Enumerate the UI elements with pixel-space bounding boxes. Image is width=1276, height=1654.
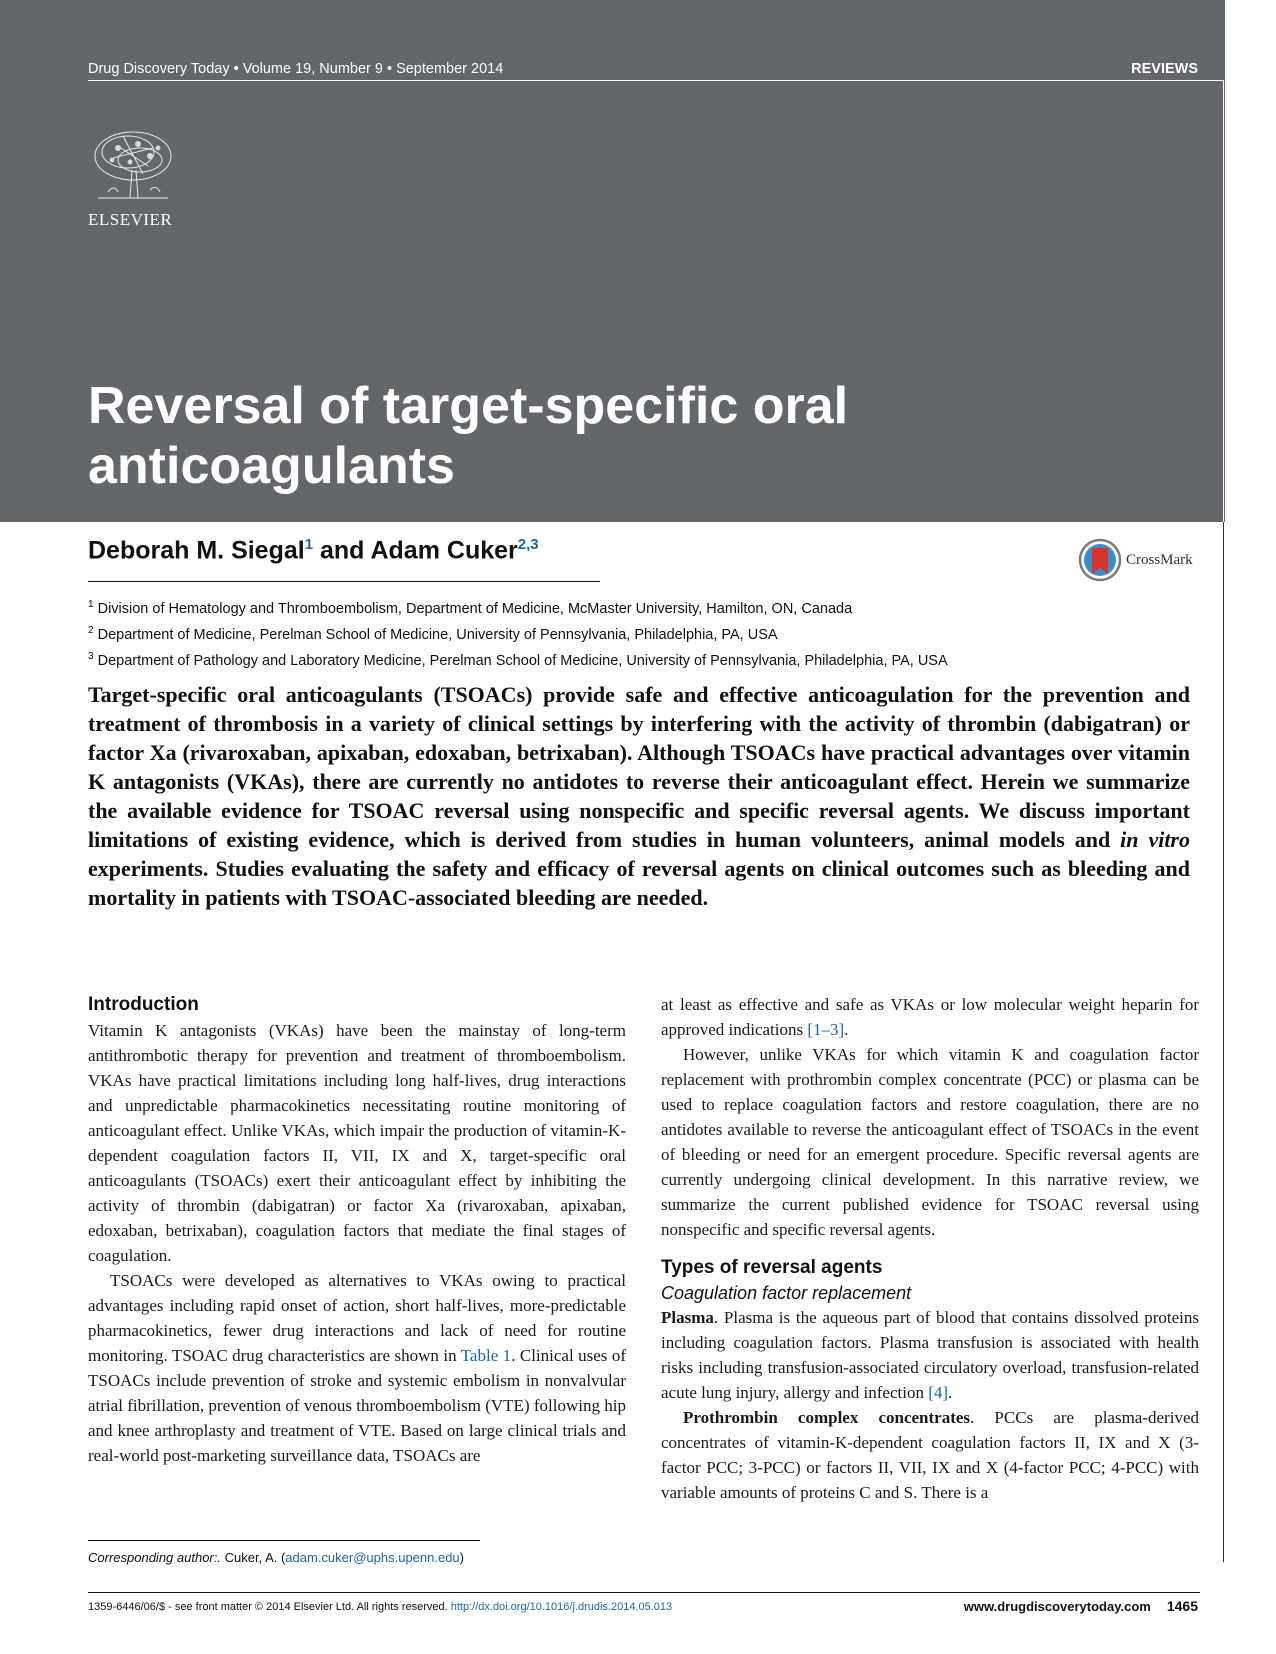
subheading-factor-replacement: Coagulation factor replacement [661, 1283, 912, 1303]
footnote-rule [88, 1540, 480, 1541]
right-paragraph-1 [661, 992, 1199, 1042]
affiliation-3 [88, 646, 948, 672]
crossmark-badge[interactable] [1078, 538, 1193, 582]
pcc-term: Prothrombin complex concentrates [683, 1408, 971, 1427]
elsevier-tree-logo [88, 126, 178, 208]
plasma-term: Plasma [661, 1308, 714, 1327]
reference-link-1-3[interactable]: [1–3] [807, 1020, 845, 1039]
section-heading-introduction: Introduction [88, 994, 199, 1015]
intro-p2-text-cont: . Clinical uses of TSOACs include prevention of stroke and systemic embolism in nonvalvular atrial fibrillation, prevention of venous thromboembolism (VTE) following hip and knee arthroplasty and treatment of VTE. Based on large clinical trials and real-world post-marketing surveillance data, TSOACs are [88, 1346, 627, 1465]
abstract-text-1: Target-specific oral anticoagulants (TSOACs) provide safe and effective anticoagulation for the prevention and treatment of thrombosis in a variety of clinical settings by interfering with the activity of thrombin (dabigatran) or factor Xa (rivaroxaban, apixaban, edoxaban, betrixaban). Although TSOACs have practical advantages over vitamin K antagonists (VKAs), there are currently no antidotes to reverse their anticoagulant effect. Herein we summarize the available evidence for TSOAC reversal using nonspecific and specific reversal agents. We discuss important limitations of existing evidence, which is derived from studies in human volunteers, animal models and [88, 682, 1190, 852]
affiliation-num: 2 [88, 624, 94, 636]
corresponding-close: ) [459, 1550, 465, 1565]
reference-link-4[interactable]: [4] [928, 1383, 949, 1402]
corresponding-author [88, 1550, 464, 1565]
logo-text: ELSEVIER [88, 210, 173, 229]
right-column [661, 992, 1199, 1505]
left-column [88, 992, 626, 1468]
footer-right [964, 1598, 1198, 1614]
author-and: and [313, 536, 371, 565]
journal-info: Drug Discovery Today • Volume 19, Number 9 • September 2014 [88, 61, 504, 77]
section-heading-reversal-agents: Types of reversal agents [661, 1257, 883, 1278]
corresponding-name: Cuker, A. ( [220, 1550, 286, 1565]
header-rule [88, 80, 1224, 81]
plasma-end: . [948, 1383, 953, 1402]
affiliations [88, 594, 948, 671]
plasma-paragraph [661, 1305, 1199, 1405]
right-p1-text: at least as effective and safe as VKAs or low molecular weight heparin for approved indications [661, 995, 1199, 1039]
author-1-affil[interactable]: 1 [304, 536, 314, 553]
affiliation-text: Department of Medicine, Perelman School of Medicine, University of Pennsylvania, Philadelphia, PA, USA [97, 626, 778, 643]
author-2-affil[interactable]: 2,3 [517, 536, 539, 553]
affiliation-text: Department of Pathology and Laboratory Medicine, Perelman School of Medicine, University of Pennsylvania, Philadelphia, PA, USA [97, 652, 948, 669]
intro-paragraph-1: Vitamin K antagonists (VKAs) have been the mainstay of long-term antithrombotic therapy for prevention and treatment of thromboembolism. VKAs have practical limitations including long half-lives, drug interactions and unpredictable pharmacokinetics necessitating routine monitoring of anticoagulant effect. Unlike VKAs, which impair the production of vitamin-K-dependent coagulation factors II, VII, IX and X, target-specific oral anticoagulants (TSOACs) exert their anticoagulant effect by inhibiting the activity of thrombin (dabigatran) or factor Xa (rivaroxaban, apixaban, edoxaban, betrixaban), coagulation factors that mediate the final stages of coagulation. [88, 1021, 626, 1265]
crossmark-icon [1078, 538, 1122, 582]
affiliation-1 [88, 594, 948, 620]
abstract [88, 680, 1190, 912]
author-rule [88, 581, 600, 582]
pcc-text: . PCCs are plasma-derived concentrates of vitamin-K-dependent coagulation factors II, IX and X (3-factor PCC; 3-PCC) or factors II, VII, IX and X (4-factor PCC; 4-PCC) with variable amounts of proteins C and S. There is a [661, 1408, 1199, 1502]
doi-link[interactable]: http://dx.doi.org/10.1016/j.drudis.2014.05.013 [450, 1601, 673, 1613]
email-link[interactable]: adam.cuker@uphs.upenn.edu [285, 1550, 460, 1565]
affiliation-num: 3 [88, 650, 94, 662]
affiliation-text: Division of Hematology and Thromboembolism, Department of Medicine, McMaster University, Hamilton, ON, Canada [97, 600, 853, 617]
author-1: Deborah M. Siegal [88, 536, 305, 565]
author-list [88, 536, 539, 565]
abstract-italic: in vitro [1120, 827, 1190, 852]
copyright-text: 1359-6446/06/$ - see front matter © 2014 Elsevier Ltd. All rights reserved. [88, 1601, 451, 1613]
corresponding-label: Corresponding author:. [88, 1550, 221, 1565]
footer-copyright [88, 1601, 672, 1613]
plasma-text: . Plasma is the aqueous part of blood that contains dissolved proteins including coagulation factors. Plasma transfusion is associated with health risks including transfusion-associated circulatory overload, transfusion-related acute lung injury, allergy and infection [661, 1308, 1199, 1402]
abstract-text-2: experiments. Studies evaluating the safety and efficacy of reversal agents on clinical outcomes such as bleeding and mortality in patients with TSOAC-associated bleeding are needed. [88, 856, 1190, 910]
pcc-paragraph [661, 1405, 1199, 1505]
side-tab-prefix: Reviews • [1232, 434, 1248, 500]
right-paragraph-2: However, unlike VKAs for which vitamin K and coagulation factor replacement with prothrombin complex concentrate (PCC) or plasma can be used to replace coagulation factors and restore coagulation, there are no antidotes available to reverse the anticoagulant effect of TSOACs in the event of bleeding or need for an emergent procedure. Specific reversal agents are currently undergoing clinical development. In this narrative review, we summarize the current published evidence for TSOAC reversal using nonspecific and specific reversal agents. [661, 1045, 1199, 1239]
section-label: REVIEWS [1131, 61, 1198, 77]
website-link[interactable]: www.drugdiscoverytoday.com [963, 1599, 1151, 1614]
title-line-2: anticoagulants [88, 437, 455, 495]
crossmark-label: CrossMark [1126, 551, 1193, 568]
affiliation-2 [88, 620, 948, 646]
page-number: 1465 [1166, 1598, 1198, 1614]
article-title [88, 376, 988, 496]
elsevier-logo [88, 126, 178, 230]
side-tab-bold: POST SCREEN [1232, 334, 1248, 435]
title-line-1: Reversal of target-specific oral [88, 377, 849, 435]
affiliation-num: 1 [88, 599, 94, 610]
footer-rule [88, 1592, 1200, 1593]
side-tab [1232, 334, 1248, 500]
author-2: Adam Cuker [370, 536, 518, 565]
side-rule-lower [1223, 522, 1224, 1562]
intro-paragraph-2 [88, 1268, 626, 1468]
table-1-link[interactable]: Table 1 [460, 1346, 512, 1365]
right-p1-end: . [844, 1020, 849, 1039]
intro-p2-text: TSOACs were developed as alternatives to VKAs owing to practical advantages including rapid onset of action, short half-lives, more-predictable pharmacokinetics, fewer drug interactions and lack of need for routine monitoring. TSOAC drug characteristics are shown in [88, 1271, 626, 1365]
